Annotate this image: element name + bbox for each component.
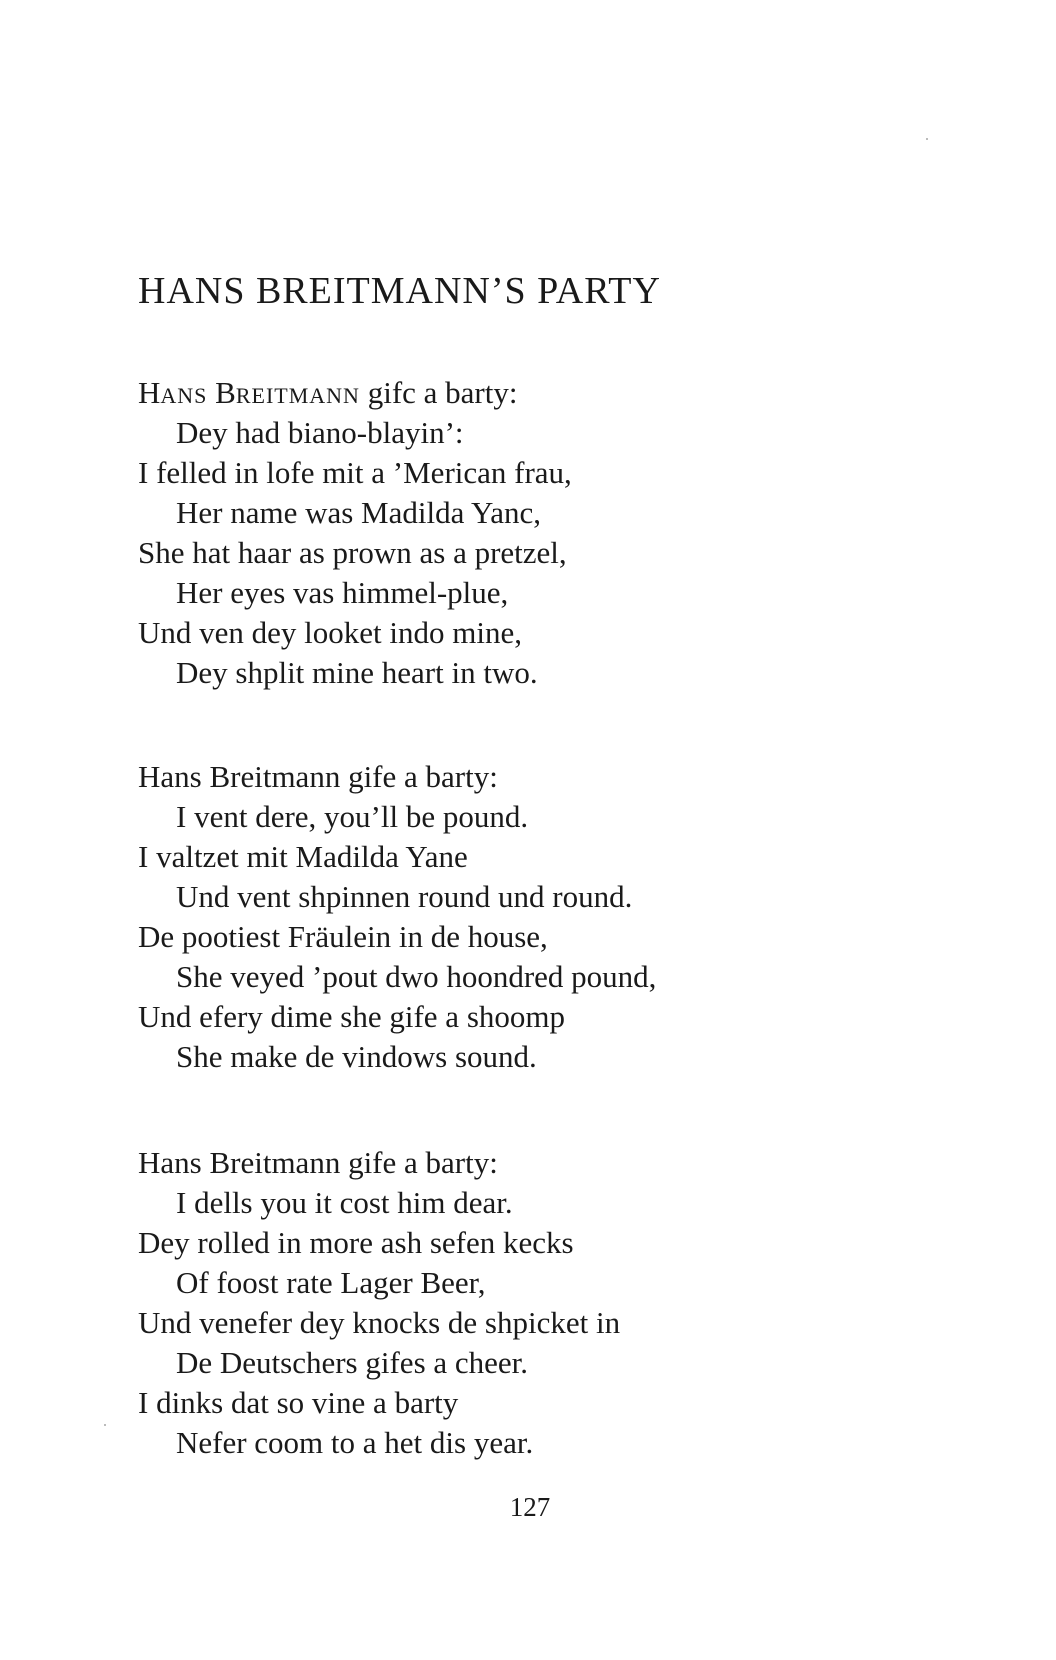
poem-line: De Deutschers gifes a cheer. [176, 1345, 529, 1380]
poem-line: Dey rolled in more ash sefen kecks [138, 1225, 574, 1260]
poem-line: Dey had biano-blayin’: [176, 415, 464, 450]
poem-line: I vent dere, you’ll be pound. [176, 799, 529, 834]
poem-line: Nefer coom to a het dis year. [176, 1425, 534, 1460]
poem-line: She veyed ’pout dwo hoondred pound, [176, 959, 657, 994]
poem-line: Und efery dime she gife a shoomp [138, 999, 565, 1034]
scan-speck [926, 138, 928, 140]
poem-line: Und venefer dey knocks de shpicket in [138, 1305, 621, 1340]
poem-line: Und vent shpinnen round und round. [176, 879, 633, 914]
poem-line: Dey shplit mine heart in two. [176, 655, 538, 690]
small-caps-initial: H [138, 375, 161, 410]
poem-line: I dinks dat so vine a barty [138, 1385, 459, 1420]
opening-rest: gifc a barty: [367, 375, 518, 410]
small-caps-text: ANS [160, 383, 208, 408]
poem-line: I felled in lofe mit a ’Merican frau, [138, 455, 572, 490]
page-number: 127 [509, 1492, 551, 1522]
poem-line: Her name was Madilda Yanc, [176, 495, 542, 530]
poem-line: I valtzet mit Madilda Yane [138, 839, 468, 874]
stanza-1 [138, 373, 898, 693]
poem-line: She hat haar as prown as a pretzel, [138, 535, 567, 570]
poem-line: Hans Breitmann gife a barty: [138, 1145, 498, 1180]
poem-line: I dells you it cost him dear. [176, 1185, 513, 1220]
stanza-2 [138, 757, 898, 1077]
poem-line: De pootiest Fräulein in de house, [138, 919, 548, 954]
stanza-3 [138, 1143, 898, 1463]
poem-line: Hans Breitmann gife a barty: [138, 759, 498, 794]
poem-line-opening [138, 373, 898, 413]
scan-speck [104, 1424, 106, 1426]
poem-line: Und ven dey looket indo mine, [138, 615, 522, 650]
small-caps-text: REITMANN [235, 383, 360, 408]
poem-title: HANS BREITMANN’S PARTY [138, 270, 661, 312]
poem-line: She make de vindows sound. [176, 1039, 537, 1074]
poem-line: Of foost rate Lager Beer, [176, 1265, 486, 1300]
poem-line: Her eyes vas himmel-plue, [176, 575, 509, 610]
small-caps-initial: B [215, 375, 236, 410]
